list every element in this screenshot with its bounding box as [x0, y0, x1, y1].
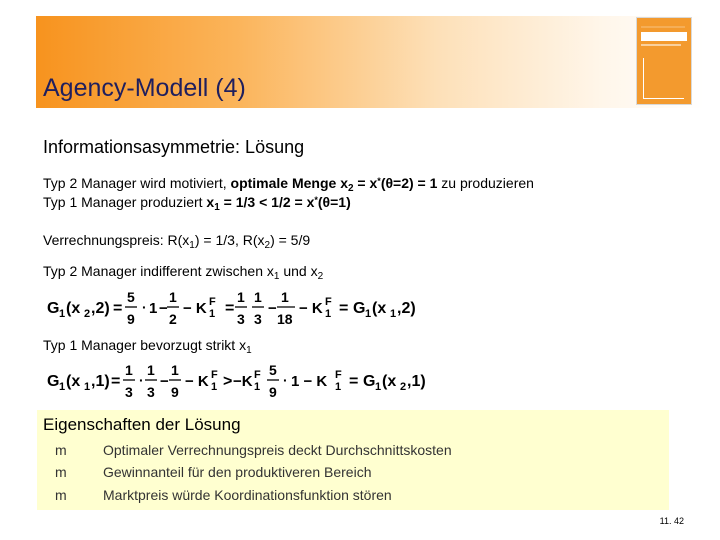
svg-text:F: F [325, 296, 332, 308]
list-item: Marktpreis würde Koordinationsfunktion stören [103, 487, 392, 503]
svg-text:G: G [363, 373, 376, 390]
text-line-verrechnungspreis: Verrechnungspreis: $R(x_1) = 1/3$, $R(x_2) = 5/9$ [43, 232, 311, 251]
svg-text:1: 1 [149, 300, 158, 317]
text-line-indifferent: Typ 2 Manager indifferent zwischen $x_1$ und $x_2$ [43, 263, 324, 282]
svg-text:−: − [159, 300, 168, 317]
svg-text:G: G [353, 300, 366, 317]
svg-text:G: G [47, 300, 60, 317]
page-title: Agency-Modell (4) [43, 74, 246, 102]
svg-text:=: = [349, 373, 359, 390]
svg-text:F: F [209, 296, 216, 308]
svg-text:9: 9 [127, 311, 135, 327]
svg-text:5: 5 [269, 362, 277, 378]
svg-text:1: 1 [365, 308, 372, 320]
svg-text:,1): ,1) [407, 373, 426, 390]
svg-text:1: 1 [171, 362, 179, 378]
book-cover-image [636, 17, 692, 105]
svg-text:18: 18 [277, 311, 293, 327]
svg-text:(x: (x [372, 300, 387, 317]
svg-text:2: 2 [169, 311, 177, 327]
svg-text:1: 1 [390, 308, 397, 320]
svg-text:1: 1 [254, 381, 261, 393]
svg-text:3: 3 [125, 384, 133, 400]
svg-text:−: − [160, 373, 169, 390]
equation-2 [47, 360, 437, 402]
svg-text:1: 1 [59, 381, 66, 393]
list-item: Optimaler Verrechnungspreis deckt Durchschnittskosten [103, 442, 452, 458]
svg-text:(x: (x [382, 373, 397, 390]
svg-text:·: · [142, 299, 147, 315]
svg-text:− K: − K [185, 373, 209, 390]
svg-text:·: · [283, 372, 288, 388]
svg-text:F: F [211, 369, 218, 381]
svg-text:1: 1 [169, 289, 177, 305]
svg-text:·: · [139, 372, 144, 388]
svg-text:>: > [223, 373, 233, 390]
svg-text:1: 1 [147, 362, 155, 378]
svg-text:1: 1 [125, 362, 133, 378]
svg-text:1: 1 [211, 381, 218, 393]
svg-text:−K: −K [233, 373, 253, 390]
svg-text:=: = [339, 300, 349, 317]
svg-text:1: 1 [59, 308, 66, 320]
text-line-typ2: Typ 2 Manager wird motiviert, optimale Menge $x_2 = x^*(\theta=2) = 1$ zu produzieren [43, 175, 534, 194]
text-line-bevorzugt: Typ 1 Manager bevorzugt strikt $x_1$ [43, 337, 252, 356]
section-heading: Informationsasymmetrie: Lösung [43, 137, 305, 157]
svg-text:G: G [47, 373, 60, 390]
svg-text:9: 9 [171, 384, 179, 400]
svg-text:1: 1 [325, 308, 332, 320]
svg-text:5: 5 [127, 289, 135, 305]
bullet-icon: m [55, 464, 67, 480]
svg-text:2: 2 [400, 381, 407, 393]
bullet-icon: m [55, 487, 67, 503]
svg-text:1: 1 [254, 289, 262, 305]
svg-text:3: 3 [147, 384, 155, 400]
bullet-icon: m [55, 442, 67, 458]
properties-heading: Eigenschaften der Lösung [43, 415, 241, 434]
properties-box [37, 410, 669, 510]
svg-text:F: F [254, 369, 261, 381]
page-number: 11. 42 [659, 516, 684, 526]
text-line-typ1: Typ 1 Manager produziert $x_1 = 1/3 < 1/2 = x^*(\theta=1)$ [43, 194, 351, 213]
svg-text:(x: (x [66, 300, 81, 317]
svg-text:3: 3 [237, 311, 245, 327]
svg-text:1: 1 [375, 381, 382, 393]
svg-text:1: 1 [237, 289, 245, 305]
svg-text:F: F [335, 369, 342, 381]
svg-text:9: 9 [269, 384, 277, 400]
svg-text:1: 1 [281, 289, 289, 305]
svg-text:2: 2 [84, 308, 91, 320]
svg-text:,1): ,1) [91, 373, 110, 390]
svg-text:=: = [113, 300, 123, 317]
svg-text:=: = [111, 373, 121, 390]
svg-text:3: 3 [254, 311, 262, 327]
svg-text:− K: − K [299, 300, 323, 317]
svg-text:1: 1 [335, 381, 342, 393]
svg-text:(x: (x [66, 373, 81, 390]
svg-text:=: = [225, 300, 235, 317]
list-item: Gewinnanteil für den produktiveren Bereich [103, 464, 372, 480]
svg-text:,2): ,2) [397, 300, 416, 317]
svg-text:1 − K: 1 − K [291, 373, 328, 390]
svg-text:1: 1 [209, 308, 216, 320]
svg-text:,2): ,2) [91, 300, 110, 317]
svg-text:1: 1 [84, 381, 91, 393]
svg-text:−: − [268, 300, 277, 317]
equation-1 [47, 287, 427, 329]
svg-text:− K: − K [183, 300, 207, 317]
